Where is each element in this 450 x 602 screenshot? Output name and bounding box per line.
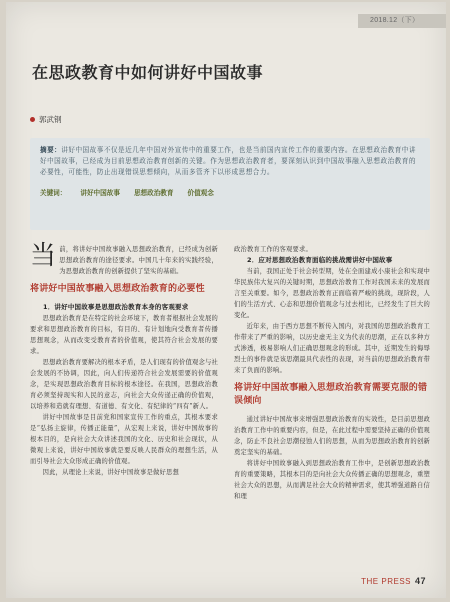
paragraph: 当前，我国正处于社会转型期，处在全面建成小康社会和实现中华民族伟大复兴的关键时期，思想政治教育工作对我国未来的发展而言至关重要。如今，思想政治教育正面临着严峻的挑战，现阶段，人们的生活方式、心态和思想价值观念与过去相比，已经发生了巨大的变化。: [234, 268, 430, 319]
section-heading-2: 将讲好中国故事融入思想政治教育需要克服的错误倾向: [234, 383, 428, 406]
keyword-1: 讲好中国故事: [80, 189, 120, 197]
keyword-2: 思想政治教育: [133, 189, 174, 197]
paragraph: 近年来，由于西方思想不断传入国内，对我国的思想政治教育工作带来了严重的影响，以历史虚无主义为代表的思潮，正在以多种方式渗透，极易影响人们正确思想观念的形成。其中，近期发生的侮辱烈士的事件就是该思潮最具代表性的表现，对当前的思想政治教育带来了负面的影响。: [234, 323, 430, 374]
author-bullet-icon: [30, 117, 35, 122]
left-column: [30, 241, 219, 478]
paragraph: 通过讲好中国故事来增强思想政治教育的实效性，是目前思想政治教育工作中的重要内容，但是，在此过程中需要坚持正确的价值观念，防止不良社会思潮侵蚀人们的思想，从而为思想政治教育的创新奠定坚实的基础。: [234, 416, 430, 456]
abstract-box: [30, 138, 430, 230]
paragraph: 政治教育工作的客观要求。: [234, 246, 312, 253]
intro-paragraph: [30, 241, 218, 277]
paragraph: 将讲好中国故事融入到思想政治教育工作中，是创新思想政治教育的重要策略，其根本目的是向社会大众传播正确的思想观念，重塑社会大众的思想，从而满足社会大众的精神需求，使其增强道路自信和理: [234, 460, 430, 500]
page-footer: [361, 576, 426, 586]
paragraph: 思想政治教育是在特定的社会环境下，教育者根据社会发展的要求和思想政治教育的目标，有目的、有计划地向受教育者传播思想观念，从而改变受教育者的价值观，使其符合社会发展的要求。: [30, 315, 219, 355]
footer-brand: THE PRESS: [361, 577, 411, 586]
magazine-page: [6, 2, 446, 598]
abstract-text: 讲好中国故事不仅是近几年中国对外宣传中的重要工作，也是当前国内宣传工作的重要内容。在思想政治教育中讲好中国故事，已经成为目前思想政治教育创新的关键。作为思想政治教育者，要深刻认识到中国故事融入思想政治教育的必要性，可能性，防止出现错误思想倾向，从而多管齐下以形成思想合力。: [40, 146, 416, 176]
keyword-3: 价值观念: [187, 189, 214, 197]
issue-label: 2018.12（下）: [358, 14, 446, 28]
paragraph: 思想政治教育要解决的根本矛盾，是人们现有的价值观念与社会发展的不协调，因此，向人们传递符合社会发展需要的价值观念，是实现思想政治教育目标的根本途径。在我国，思想政治教育必须坚持现实和人民的意志，向社会大众传递正确的价值观，以培养和造就有理想、有道德、有文化、有纪律的“四有”新人。: [30, 359, 219, 410]
abstract: [40, 145, 420, 178]
author-name: 郭武钢: [39, 115, 62, 124]
section-heading-1: 将讲好中国故事融入思想政治教育的必要性: [30, 284, 205, 294]
subheading-1: 1．讲好中国故事是思想政治教育本身的客观要求: [43, 303, 189, 311]
page-number: 47: [414, 576, 426, 586]
author-line: [30, 114, 62, 125]
article-title: 在思政教育中如何讲好中国故事: [32, 63, 264, 82]
paragraph: 讲好中国故事是目前党和国家宣传工作的重点，其根本要求是“弘扬主旋律，传播正能量”，从宏观上来说，讲好中国故事的根本目的，是向社会大众讲述我国的文化、历史和社会现状，从微观上来说，讲好中国故事就是要反映人民群众的理想生活，从而引导社会大众形成正确的价值观。: [30, 414, 218, 465]
right-column: [234, 244, 430, 502]
keywords: [40, 187, 420, 197]
paragraph: 因此，从理论上来说，讲好中国故事是做好思想: [42, 469, 180, 476]
intro-text: 前，将讲好中国故事融入思想政治教育，已经成为创新思想政治教育的途径要求。中国几十年来的实践经验，为思想政治教育的创新提供了坚实的基础。: [59, 246, 218, 275]
dropcap: 当: [30, 241, 57, 271]
abstract-label: 摘要：: [40, 146, 62, 154]
subheading-2: 2．应对思想政治教育面临的挑战需讲好中国故事: [247, 256, 393, 264]
keywords-label: 关键词：: [40, 189, 67, 197]
